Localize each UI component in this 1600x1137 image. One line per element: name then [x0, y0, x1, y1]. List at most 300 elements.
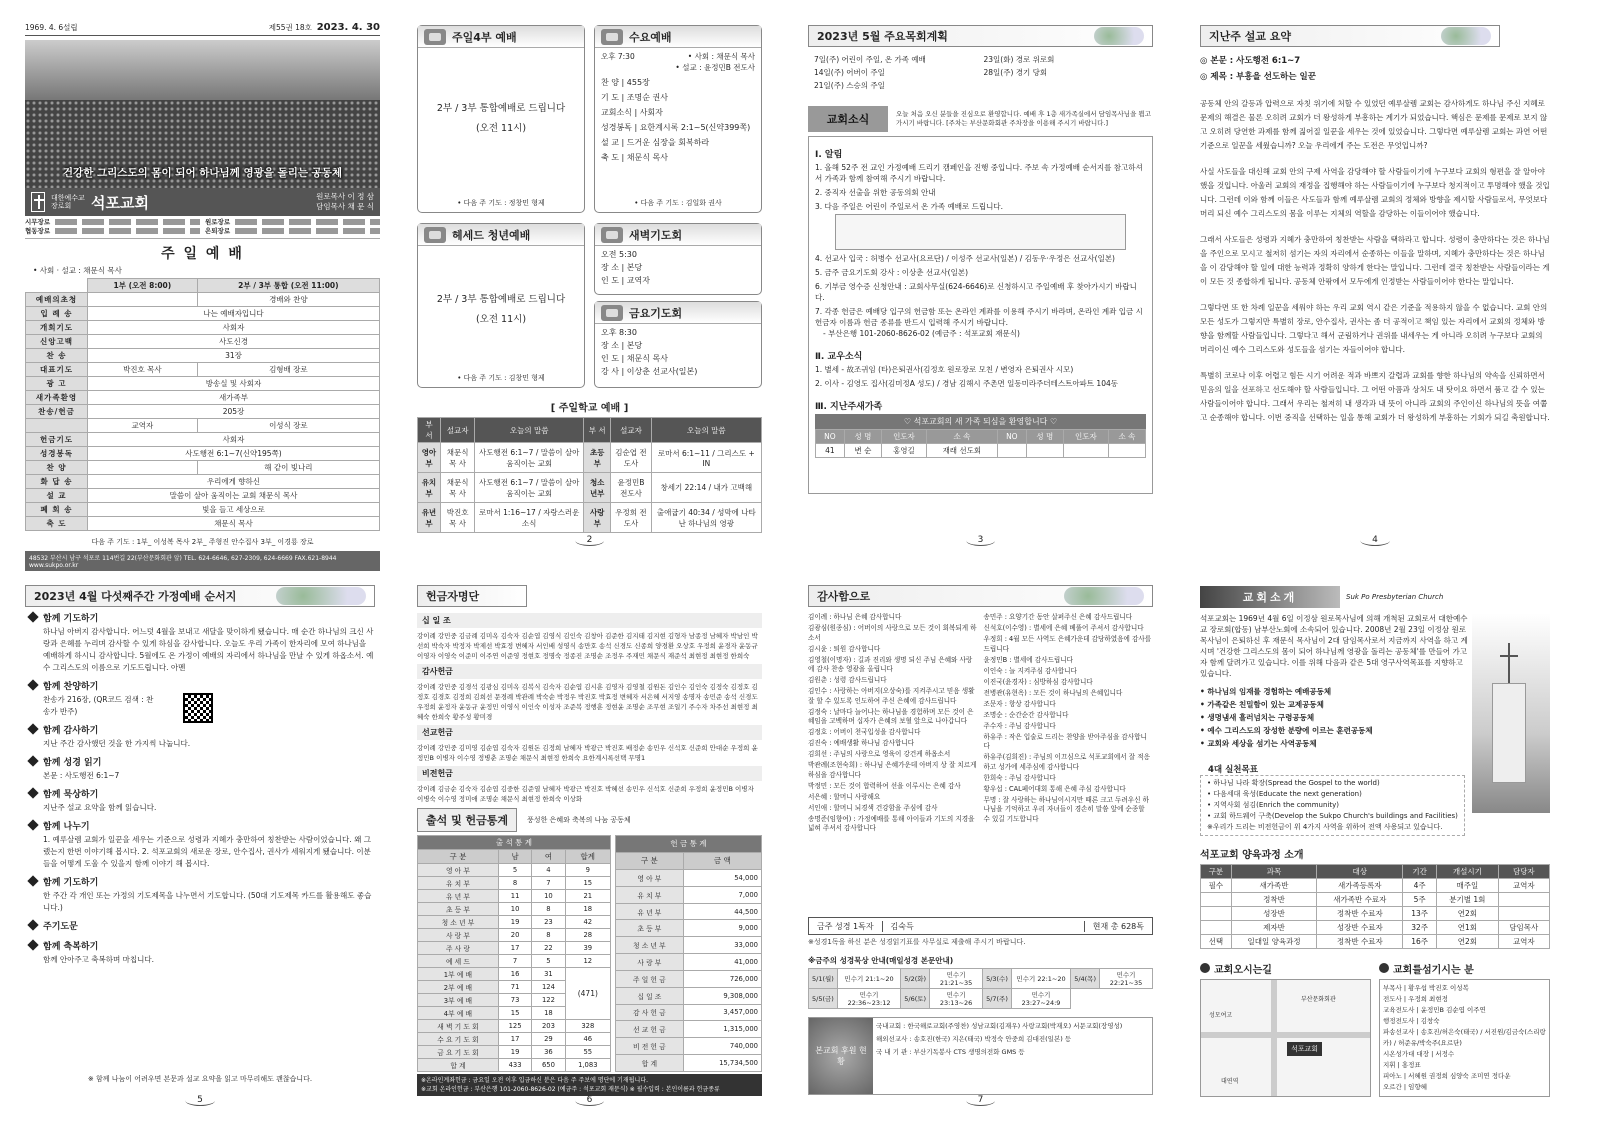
page-number: 2: [575, 535, 605, 546]
course-cell: [1498, 893, 1549, 907]
attendance-row: [418, 903, 611, 916]
course-cell: [1201, 921, 1232, 935]
service-item-value: 사회자: [88, 321, 380, 335]
course-cell: 분기별 1회: [1437, 893, 1499, 907]
attendance-row: [418, 890, 611, 903]
service-item-value: 새가족부: [88, 391, 380, 405]
welcome-banner: ♡ 석포교회의 새 가족 되심을 환영합니다 ♡: [815, 414, 1146, 429]
attendance-cell: 21: [565, 890, 610, 903]
service-row: [26, 391, 380, 405]
attendance-cell: 29: [532, 1033, 565, 1046]
step-text: 함께 안아주고 축복하며 마칩니다.: [43, 955, 154, 964]
course-cell: [1201, 907, 1232, 921]
thanksgiving-entry: 김인수 : 사랑하는 아버지(오상숙)를 지켜주시고 믿음 생활 잘 할 수 있도록 인도하여 주신 은혜에 감사드립니다: [808, 687, 975, 705]
newcomer-cell: [997, 444, 1026, 458]
attendance-cell: 125: [498, 1020, 531, 1033]
youth-icon: [424, 227, 446, 243]
newcomer-cell: 41: [816, 444, 845, 458]
ss-cell: 유년부: [418, 503, 441, 533]
ss-header: 설교자: [611, 418, 651, 443]
bible-total-count: 현재 총 628독: [1084, 921, 1152, 932]
attendance-cell: 433: [498, 1059, 531, 1072]
newcomer-header: NO: [997, 430, 1026, 444]
sermon-paragraph: 그렇다면 또 한 차례 일꾼을 세워야 하는 우리 교회 역시 같은 기준을 적용하지 않을 수 없습니다. 교회 안의 모든 성도가 그렇지만 특별히 장로, 안수집사, 권사는 좀 더 공적이고 책임 있는 자리에서 교회의 정체와 방향을 함께할 사람들입니다. 그렇다고 해서 군림하거나 권위를 내세우는 게 아니라 오히려 누구보다 교회의 머리이신 예수 그리스도와 성도들을 섬기는 자들이어야 합니다.: [1200, 303, 1548, 354]
dawn-time: 오전 5:30: [601, 250, 637, 259]
monthly-plan-header: [808, 25, 1153, 47]
course-cell: 정착반 수료자: [1317, 935, 1403, 949]
online-account-notice: ※교회 온라인헌금 : 부산은행 101-2060-8626-02 (예금주 : 석포교회 재문식) ※ 필수입력 : 본인이름과 헌금종류: [421, 1086, 720, 1093]
course-row: [1201, 879, 1550, 893]
servant-entry: 피아노 | 서혜원 권정희 심양숙 조미연 정다운: [1383, 1072, 1511, 1080]
thanksgiving-entry: 박정민 : 모든 것이 합력하여 선을 이루시는 은혜 감사: [808, 781, 961, 790]
ss-header: 오늘의 말씀: [475, 418, 584, 443]
page-number: 6: [575, 1095, 605, 1106]
offering-stats-label: 사 랑 부: [616, 954, 684, 971]
newcomer-header: 소 속: [1108, 430, 1145, 444]
attendance-cell: 124: [532, 981, 565, 994]
attendance-cell: 5: [532, 955, 565, 968]
worship-total: (471): [565, 968, 610, 1020]
flower-icon: [1441, 27, 1491, 45]
offering-name-list: 강이례 김금순 김숙자 김순엽 김중한 김준열 남혜자 박광근 박진호 박혜선 송민우 신석호 신준희 우정희 윤정민B 이병자 이병숙 이수영 정미애 조명순 채문식 최현정 한희숙 이상화: [417, 785, 754, 803]
attendance-cell: 16: [498, 968, 531, 981]
family-worship-step: [29, 941, 375, 966]
plan-item: 7일(주) 어린이 주일, 온 가족 예배: [814, 55, 926, 64]
page-3-news: [808, 25, 1153, 550]
notice-item: - 부산은행 101-2060-8626-02 (예금주 : 석포교회 재문식): [823, 329, 1020, 338]
thanksgiving-entry: 무명 : 잘 사랑하는 하나님이시지만 때론 크고 두려우신 하나님을 기억하고 우리 자녀들이 경손히 말씀 앞에 순종할 수 있길 기도합니다: [983, 795, 1149, 823]
thanksgiving-entry: 조문자 : 항상 감사합니다: [983, 699, 1056, 708]
service-item-combined: 김형배 장로: [197, 363, 379, 377]
ss-cell: 박진호 목 사: [440, 503, 474, 533]
prayer-icon: [601, 305, 623, 321]
practice-item: • 교회 하드웨어 구축(Develop the Sukpo Church's buildings and Facilities): [1207, 812, 1458, 820]
plan-item: 28일(주) 경기 당회: [983, 68, 1048, 77]
attendance-cell: 합 계: [418, 1059, 499, 1072]
service-item-value: 205장: [88, 405, 380, 419]
ss-header: 오늘의 말씀: [651, 418, 761, 443]
intro-text: 석포교회는 1969년 4월 6일 이정삼 원로목사님에 의해 개척된 교회로서 대한예수교 장로회(합동) 남부산노회에 소속되어 있습니다. 2008년 2월 23일 이정삼 원로목사님이 은퇴하신 후 재문식 목사님이 2대 담임목사로서 지금까지 사역을 하고 계시며 '건강한 그리스도의 몸이 되어 하나님께 영광을 돌리는 공동체'를 만들어 가고자 함께 달려가고 있습니다. 이를 위해 다음과 같은 5대 영구사역목표를 지향하고 있습니다.: [1200, 614, 1468, 678]
stats-header: [417, 808, 762, 832]
attendance-cell: 28: [565, 929, 610, 942]
thanksgiving-entry: 황우섭 : CAL페어대회 통해 은혜 주심 감사합니다: [983, 784, 1126, 793]
servants-title: 교회를섬기시는 분: [1379, 961, 1550, 976]
service-item-value: 사도신경: [88, 335, 380, 349]
course-cell: 교역자: [1498, 935, 1549, 949]
notice-section-title: Ⅰ. 알림: [815, 150, 843, 160]
attendance-cell: 새 벽 기 도 회: [418, 1020, 499, 1033]
page-number: 4: [1360, 535, 1390, 546]
offering-stats-label: 비 전 헌 금: [616, 1038, 684, 1055]
course-cell: 교역자: [1498, 879, 1549, 893]
attendance-cell: 12: [565, 955, 610, 968]
ss-cell: 김순엽 전도사: [611, 443, 651, 473]
attendance-row: [418, 877, 611, 890]
step-heading: 함께 기도하기: [43, 878, 99, 888]
dawn-title: 새벽기도회: [629, 228, 683, 242]
offering-stats-amount: 54,000: [683, 869, 761, 886]
page-number: 5: [185, 1095, 215, 1106]
monthly-plan-title: 2023년 5월 주요목회계획: [817, 30, 948, 43]
offering-stats-label: 감 사 헌 금: [616, 1004, 684, 1021]
step-heading: 함께 성경 읽기: [43, 758, 102, 768]
course-cell: 32주: [1403, 921, 1437, 935]
reading-passage: 민수기 22:1~20: [1011, 969, 1070, 989]
servant-entry: 교육전도사 | 윤정민B 김순엽 이주연: [1383, 1006, 1486, 1014]
qr-code-icon: [183, 693, 213, 723]
thanksgiving-entry: 서인애 : 할머니 뇌경색 건강함을 주심에 감사: [808, 803, 938, 812]
ministry-goals: [1200, 685, 1472, 750]
service-item-label: [26, 419, 88, 433]
service-item-first: 박진호 목사: [88, 363, 198, 377]
offering-stats-row: [616, 886, 762, 903]
attendance-cell: 1부 예 배: [418, 968, 499, 981]
service-item-combined: 경배와 찬양: [197, 293, 379, 307]
newcomers-table: [815, 429, 1146, 458]
date: 2023. 4. 30: [316, 22, 380, 33]
attendance-cell: 18: [532, 1007, 565, 1020]
offering-stats-table: [615, 835, 762, 1072]
service-item-label: 성경봉독: [26, 447, 88, 461]
notice-item: 7. 각종 헌금은 예배당 입구의 헌금함 또는 온라인 계좌를 이용해 주시기 바라며, 온라인 계좌 입금 시 헌금자 이름과 헌금 종류를 반드시 입력해 주시기 바랍니다.: [815, 307, 1143, 327]
map-pin-icon: [1200, 963, 1210, 973]
attendance-cell: 7: [498, 955, 531, 968]
family-worship-step: [29, 613, 375, 674]
attendance-row: [418, 955, 611, 968]
course-cell: 정착반 수료자: [1317, 907, 1403, 921]
newcomer-header: 인도자: [1063, 430, 1108, 444]
friday-row: 강 사 | 이상춘 선교사(일본): [601, 367, 698, 376]
offering-stats-label: 주 일 헌 금: [616, 970, 684, 987]
worship4-next: • 다음 주 기도 : 정창민 형제: [457, 199, 545, 207]
ss-row: [418, 473, 762, 503]
service-item-value: 빛을 들고 세상으로: [88, 503, 380, 517]
course-cell: 정착반: [1231, 893, 1317, 907]
wednesday-title: 수요예배: [629, 30, 672, 44]
stats-title: 출석 및 헌금통계: [417, 808, 517, 832]
service-row: [26, 517, 380, 531]
sunrise-icon: [601, 227, 623, 243]
attendance-cell: 8: [532, 929, 565, 942]
thanksgiving-entry: 김이례 : 하나님 은혜 감사합니다: [808, 613, 902, 621]
step-heading: 함께 나누기: [43, 822, 90, 832]
youth-time: (오전 11시): [475, 314, 527, 325]
offering-stats-row: [616, 1055, 762, 1072]
location-map[interactable]: [1200, 979, 1371, 1097]
worship4-text: 2부 / 3부 통합예배로 드립니다: [436, 103, 566, 114]
course-header: 담당자: [1498, 865, 1549, 879]
reading-day: 5/5(금): [809, 989, 838, 1009]
attendance-cell: 122: [532, 994, 565, 1007]
wednesday-row: 성경봉독 | 요한계시록 2:1~5(신약399쪽): [601, 123, 751, 132]
course-cell: 5주: [1403, 893, 1437, 907]
reading-passage: 민수기 22:21~35: [1100, 969, 1153, 989]
friday-box: [594, 301, 762, 388]
church-icon: [424, 29, 446, 45]
offering-stats-label: 초 등 부: [616, 920, 684, 937]
intro-title: 교회소개: [1200, 586, 1340, 608]
wednesday-row: 축 도 | 채문식 목사: [601, 153, 668, 162]
service-item-value: 사도행전 6:1~7(신약195쪽): [88, 447, 380, 461]
directions-title: 교회오시는길: [1200, 961, 1371, 976]
offering-stats-row: [616, 1004, 762, 1021]
service-item-label: 화 답 송: [26, 475, 88, 489]
offering-category: 비전헌금: [417, 766, 762, 781]
service-row: [26, 349, 380, 363]
service-item-label: 설 교: [26, 489, 88, 503]
service-item-label: 광 고: [26, 377, 88, 391]
attendance-cell: 8: [532, 903, 565, 916]
thanksgiving-entry: 송명준(임향여) : 가정예배를 통해 아이들과 기도의 지경을 넓혀 주셔서 감사합니다: [808, 814, 975, 832]
offering-stats-amount: 33,000: [683, 937, 761, 954]
course-header: 기간: [1403, 865, 1437, 879]
course-cell: 새가족등록자: [1317, 879, 1403, 893]
senior-pastor: 담임목사 채 문 식: [316, 202, 374, 211]
service-row: [26, 377, 380, 391]
service-row: [26, 503, 380, 517]
page-number: 3: [966, 535, 996, 546]
attendance-cell: 36: [532, 1046, 565, 1059]
dawn-row: 장 소 | 본당: [601, 263, 643, 272]
ss-cell: 로마서 6:1~11 / 그리스도 + IN: [651, 443, 761, 473]
attendance-cell: 46: [565, 1033, 610, 1046]
attendance-header: 남: [498, 850, 531, 864]
step-text: 한 주간 각 개인 또는 가정의 기도제목을 나누면서 기도합니다. (50대 기도제목 카드를 활용해도 좋습니다.): [43, 891, 372, 912]
wednesday-box: [594, 25, 762, 213]
attendance-cell: 11: [498, 890, 531, 903]
thanksgiving-entry: 전병관(유현옥) : 모든 것이 하나님의 은혜입니다: [983, 688, 1123, 697]
course-cell: 일대일 양육과정: [1231, 935, 1317, 949]
wednesday-time: 오후 7:30: [601, 52, 635, 61]
ss-cell: 사도행전 6:1~7 / 말씀이 살아 움직이는 교회: [475, 473, 584, 503]
thanksgiving-entry: 김시윤 : 퇴원 감사합니다: [808, 644, 881, 653]
attendance-header: 합계: [565, 850, 610, 864]
ss-cell: 출애굽기 40:34 / 성막에 나타난 하나님의 영광: [651, 503, 761, 533]
thanksgiving-left-column: [808, 613, 978, 913]
sermon-summary-title: 지난주 설교 요약: [1209, 30, 1292, 43]
servant-entry: 시온성가대 대장 | 서정수: [1383, 1050, 1455, 1058]
service-row: [26, 307, 380, 321]
attendance-cell: 18: [565, 903, 610, 916]
associate-elders-label: 협동장로: [25, 227, 51, 235]
course-row: [1201, 907, 1550, 921]
page-1-cover: [25, 22, 380, 569]
course-cell: 연2회: [1437, 907, 1499, 921]
attendance-cell: 5: [498, 864, 531, 877]
notice-item: 5. 금주 금요기도회 강사 : 이상춘 선교사(일본): [815, 268, 969, 277]
service-item-label: 개회기도: [26, 321, 88, 335]
step-heading: 함께 찬양하기: [43, 682, 99, 692]
offering-stats-amount: 15,734,500: [683, 1055, 761, 1072]
step-text: 지난주 설교 요약을 함께 읽습니다.: [43, 803, 157, 812]
diamond-icon: [27, 755, 38, 766]
attendance-cell: 20: [498, 929, 531, 942]
servant-entry: 부목사 | 황우섭 박진호 이성복: [1383, 984, 1469, 992]
offering-stats-amount: 9,308,000: [683, 987, 761, 1004]
offering-stats-amount: 44,500: [683, 903, 761, 920]
offering-names: [417, 613, 762, 804]
attendance-row: [418, 1046, 611, 1059]
servant-entry: 오르간 | 임향혜: [1383, 1083, 1427, 1091]
stats-subtitle: 풍성한 은혜와 축복의 나눔 공동체: [527, 816, 631, 824]
online-offering-notice: ※온라인계좌헌금 : 금요일 오전 이후 입금하신 분은 다음 주 주보에 명단에 기재됩니다.: [421, 1077, 649, 1084]
thanksgiving-entry: 신석호(이수영) : 별세에 은혜 베풀어 주셔서 감사합니다: [983, 624, 1144, 632]
newcomer-cell: 변 순: [844, 444, 881, 458]
thanksgiving-entry: 김원춘 : 성령 감사드립니다: [808, 676, 887, 684]
family-worship-note: ※ 함께 나눔이 어려우면 본문과 설교 요약을 읽고 마무리해도 괜찮습니다.: [87, 1075, 313, 1083]
course-cell: 필수: [1201, 879, 1232, 893]
reading-passage: 민수기 21:1~20: [837, 969, 900, 989]
step-heading: 주기도문: [43, 922, 78, 932]
goal-item: • 가족같은 친밀함이 있는 교제공동체: [1200, 700, 1324, 709]
offering-stats-amount: 726,000: [683, 970, 761, 987]
attendance-cell: 1,083: [565, 1059, 610, 1072]
goal-item: • 예수 그리스도의 장성한 분량에 이르는 훈련공동체: [1200, 726, 1373, 735]
offering-category: 감사헌금: [417, 664, 762, 679]
ss-cell: 채문식 목 사: [440, 473, 474, 503]
attendance-cell: 10: [532, 890, 565, 903]
course-cell: 4주: [1403, 879, 1437, 893]
worship4-title: 주일4부 예배: [452, 30, 517, 44]
newcomer-header: NO: [816, 430, 845, 444]
diamond-icon: [27, 787, 38, 798]
newcomers-title: Ⅲ. 지난주새가족: [815, 402, 883, 412]
attendance-cell: 19: [498, 916, 531, 929]
reading-day: 5/2(화): [901, 969, 930, 989]
diamond-icon: [27, 875, 38, 886]
bible-reading-box: [808, 917, 1153, 935]
attendance-cell: 23: [532, 916, 565, 929]
honorary-elders-label: 은퇴장로: [205, 227, 231, 235]
sunday-school-table: [417, 417, 762, 533]
family-worship-step: [29, 757, 375, 782]
reading-plan-title: ※금주의 성경묵상 안내(매일성경 본문안내): [808, 956, 954, 965]
intro-english-name: Suk Po Presbyterian Church: [1346, 593, 1444, 601]
sermon-summary-header: [1200, 25, 1500, 47]
map-label: 성모여고: [1209, 1012, 1233, 1019]
service-item-combined: 이성식 장로: [197, 419, 379, 433]
church-icon: [1379, 963, 1389, 973]
course-header: 대상: [1317, 865, 1403, 879]
offering-stats-row: [616, 970, 762, 987]
offering-stats-row: [616, 903, 762, 920]
course-header: 개설시기: [1437, 865, 1499, 879]
thanksgiving-entry: 서은혜 : 할머니 사랑해요: [808, 792, 881, 801]
retired-elders-label: 원로장로: [205, 218, 231, 226]
family-worship-steps: [25, 613, 375, 966]
thanksgiving-entry: 한희숙 : 주님 감사합니다: [983, 773, 1056, 782]
next-week-prayer: 다음 주 기도 : 1부_ 이성복 목사 2부_ 주형진 안수집사 3부_ 이경룡 장로: [91, 538, 314, 546]
ss-cell: 윤정민B 전도사: [611, 473, 651, 503]
reading-passage: 민수기 21:21~35: [930, 969, 983, 989]
ss-cell: 청소년부: [584, 473, 611, 503]
ss-cell: 사랑부: [584, 503, 611, 533]
thanksgiving-entry: 이진국(윤경자) : 심방하심 감사합니다: [983, 677, 1093, 686]
offering-stats-amount: 1,315,000: [683, 1021, 761, 1038]
offering-stats-row: [616, 1038, 762, 1055]
service-row: [26, 321, 380, 335]
notice-item: 1. 올해 52주 전 교인 가정예배 드리기 캠페인을 진행 중입니다. 주보 속 가정예배 순서지를 참고하셔서 가족과 함께 참여해 주시기 바랍니다.: [815, 163, 1143, 183]
attendance-header: 구 분: [418, 850, 499, 864]
news-intro: 오늘 처음 오신 분들을 진심으로 환영합니다. 예배 후 1층 새가족실에서 담임목사님을 뵙고 가시기 바랍니다. [주차는 부산문화회관 주차장을 이용해 주시기 바랍니다.]: [896, 110, 1151, 127]
family-worship-step: [29, 789, 375, 814]
attendance-row: [418, 864, 611, 877]
service-item-label: 입 례 송: [26, 307, 88, 321]
service-row: [26, 475, 380, 489]
service-item-value: 채문식 목사: [88, 517, 380, 531]
course-row: [1201, 935, 1550, 949]
page-4-sermon: [1200, 25, 1550, 550]
ss-header: 설교자: [440, 418, 474, 443]
course-cell: 연2회: [1437, 935, 1499, 949]
sermon-paragraph: 특별히 코로나 이후 어렵고 힘든 시기 어려운 적과 바쁘지 갈렵과 교회를 향한 하나님의 약속을 신뢰하면서 믿음의 일을 선포하고 선도해야 할 사람들입니다. 그 어떤 아픔과 상처도 내 탓이요 하면서 품고 갈 수 있는 사람들이어야 합니다. 그래서 우리는 철저히 내 생각과 내 뜻이 아니라 교회의 주인이신 하나님의 뜻을 여쭙고 순종해야 합니다. 이번 중직을 선택하는 일을 통해 교회가 더 왕성하게 부흥하는 기회가 되길 축원합니다.: [1200, 371, 1550, 422]
attendance-cell: 650: [532, 1059, 565, 1072]
friday-row: 장 소 | 본당: [601, 341, 643, 350]
offering-stats-title: 헌 금 통 계: [616, 836, 762, 853]
offering-stats-row: [616, 920, 762, 937]
offering-stats-label: 청 소 년 부: [616, 937, 684, 954]
attendance-cell: 17: [498, 942, 531, 955]
bible-icon: [601, 29, 623, 45]
news-body: [808, 136, 1153, 494]
reading-day: 5/1(월): [809, 969, 838, 989]
wednesday-leader: • 사회 : 채문식 목사: [687, 52, 755, 61]
course-cell: 성장반 수료자: [1317, 921, 1403, 935]
friday-row: 인 도 | 채문식 목사: [601, 354, 668, 363]
course-table: [1200, 864, 1550, 949]
ss-cell: 영아부: [418, 443, 441, 473]
diamond-icon: [27, 723, 38, 734]
service-row: [26, 293, 380, 307]
offering-stats-row: [616, 1021, 762, 1038]
support-box: [808, 1017, 1153, 1095]
newcomer-cell: 재래 선도회: [926, 444, 997, 458]
bible-reading-note: ※성경1독을 하신 분은 성경읽기표를 사무실로 제출해 주시기 바랍니다.: [808, 938, 1026, 946]
course-row: [1201, 921, 1550, 935]
attendance-cell: 22: [532, 942, 565, 955]
attendance-cell: 9: [565, 864, 610, 877]
map-church-marker: 석포교회: [1287, 1042, 1322, 1056]
step-heading: 함께 감사하기: [43, 726, 99, 736]
page-number: 7: [966, 1095, 996, 1106]
course-cell: 연1회: [1437, 921, 1499, 935]
ss-cell: 채문식 목 사: [440, 443, 474, 473]
news-header: [808, 106, 1153, 132]
attendance-cell: 예 세 드: [418, 955, 499, 968]
offering-stats-amount: 41,000: [683, 954, 761, 971]
notice-item: 3. 다음 주일은 어린이 주일로서 온 가족 예배로 드립니다.: [815, 202, 1004, 211]
family-worship-step: [29, 921, 375, 934]
service-row: [26, 447, 380, 461]
reading-day: 5/6(토): [901, 989, 930, 1009]
attendance-cell: 203: [532, 1020, 565, 1033]
map-label: 대연역: [1221, 1078, 1239, 1085]
service-item-value: 말씀이 살아 움직이는 교회 채문식 목사: [88, 489, 380, 503]
attendance-cell: 4: [532, 864, 565, 877]
wednesday-row: 찬 양 | 455장: [601, 78, 650, 87]
newcomer-cell: 홍영길: [882, 444, 927, 458]
sermon-theme: ◎ 제목 : 부흥을 선도하는 일꾼: [1200, 72, 1316, 82]
offering-name-list: 강이례 강민중 김금례 김미옥 김숙자 김순엽 김영식 김인숙 김창아 김준한 김지태 김지현 김형자 남종정 남혜자 박남인 박선희 박숙자 박정자 박제선 박효정 변혜자 서인배 성영식 송만호 송석 신경도 신종희 양경환 오상호 우정희 윤경자 윤동규 이영자 이영숙 이준미 이주연 이준영 정현호 정명숙 정종진 조명순 조정우 주재민 채문식 재준석 최현정 최현정 한희숙: [417, 632, 758, 660]
support-line: 해외선교사 : 송호진(한국) 지은(태국) 박정숙 안중희 김대진(일본) 등: [876, 1035, 1072, 1043]
attendance-cell: 영 아 부: [418, 864, 499, 877]
attendance-cell: 8: [498, 877, 531, 890]
servant-entry: 행정전도사 | 김창숙: [1383, 1017, 1440, 1025]
news-title: 교회소식: [808, 106, 888, 132]
attendance-cell: 17: [498, 1033, 531, 1046]
offering-stats-label: 영 아 부: [616, 869, 684, 886]
dawn-box: [594, 223, 762, 295]
